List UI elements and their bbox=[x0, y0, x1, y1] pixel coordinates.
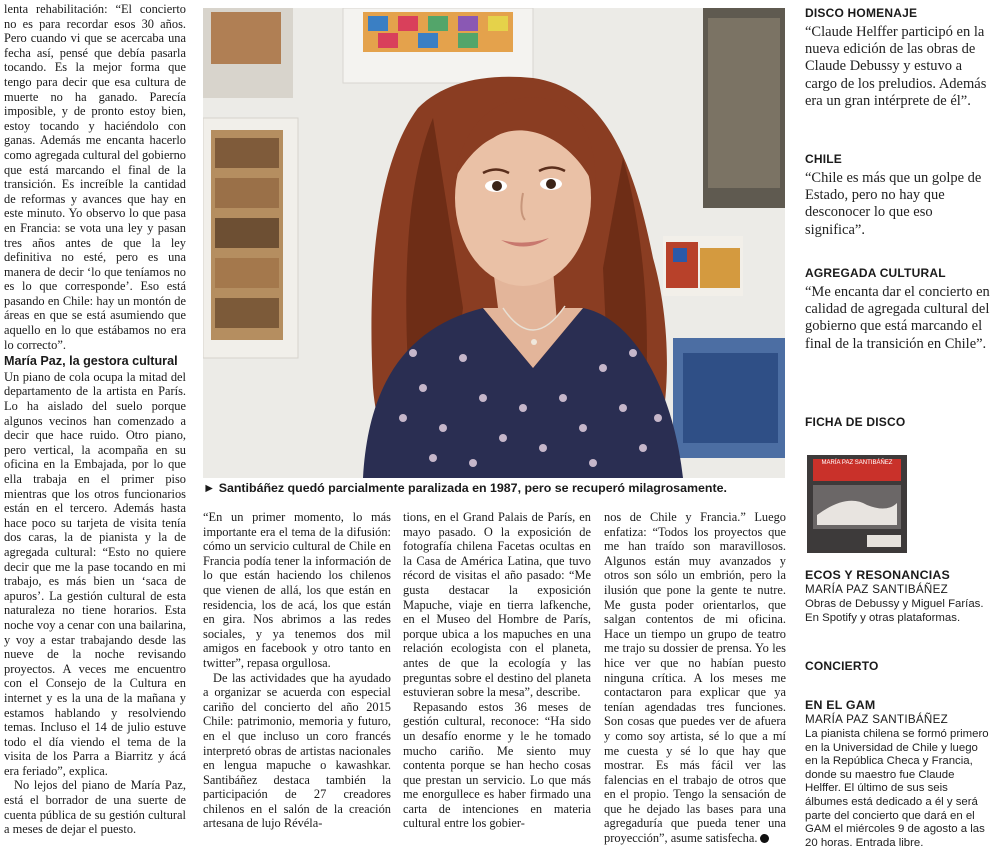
album-cover bbox=[807, 455, 907, 553]
portrait-photo bbox=[203, 8, 785, 478]
portrait-illustration bbox=[203, 8, 785, 478]
article-paragraph: lenta rehabilitación: “El concierto no es para recordar esos 30 años. Pero cuando vi que se acercaba una fecha así, pensé que debía pasarla tocando. Es la mejor forma que tengo para decir que esa cultura de muerte no ha ganado. Parecía imposible, y de pronto estoy bien, estoy tocando y haciéndolo con ganas. Además me encanta hacerlo como agregada cultural del gobierno que está marcando el final de la transición. Es increíble la cantidad de reformas y avances que hay en este minuto. Yo observo lo que pasa en Francia: se vota una ley y pasan tres años antes de que la ley definitiva no esté, pero es una manera de decir ‘lo que teníamos no es lo que corresponde’. Eso está pasando en Chile: hay un montón de áreas en que se está asumiendo que aquello en lo que estábamos no era lo correcto”. bbox=[4, 2, 186, 352]
article-paragraph bbox=[604, 510, 786, 846]
article-paragraph-text: nos de Chile y Francia.” Luego enfatiza: “Todos los proyectos que me han traído son maravillosos. Algunos están muy avanzados y otros son sólo un embrión, pero la ilusión que pone la gente te nutre. Me gusta poder orientarlos, que salgan contentos de mi oficina. Hace un tiempo un grupo de teatro me trajo su dossier de prensa. Yo les hice ver que no habían puesto ninguna crítica. A los meses me contactaron para explicar que ya tenían agendadas tres funciones. Son cosas que puedes ver de afuera y como soy artista, sé lo que a mí me cuesta y sé lo que hay que mostrar. Es más fácil ver las falencias en el trabajo de otros que en el propio. Tengo la sensación de que he dejado las bases para una agregaduría que pueda tener una proyección”, asume satisfecha. bbox=[604, 510, 786, 846]
article-paragraph: Un piano de cola ocupa la mitad del departamento de la artista en París. Lo ha aislado del suelo porque algunos vecinos han comenzado a decir que hace ruido. Otro piano, pero vertical, la acompaña en su oficina en la Embajada, por lo que ella trabaja en el primer piso mientras que los otros funcionarios están en el tercero. Además hasta hace poco su tarjeta de visita tenía dos caras, la de pianista y la de agregada cultural: “Esto no quiere decir que me la pase tocando en mi trabajo, es más bien un ‘saca de apuros’. La gestión cultural de esta naturaleza no tiene horarios. Esta noche voy a cenar con una bailarina, y voy a estar trabajando desde las nueve de la noche revisando proyectos. A veces me encuentro con el Consejo de la Cultura en internet y es la una de la mañana y estamos hablando y resolviendo temas. Incluso el 14 de julio estuve todo el día viendo el tema de la visita de los Parra a Biarritz y ácá era feriado”, explica. bbox=[4, 369, 186, 778]
article-paragraph: tions, en el Grand Palais de París, en mayo pasado. O la exposición de fotografía chilena Facetas ocultas en la Casa de América Latina, que tuvo récord de visitas el año pasado: “Me gusta destacar la exposición Mapuche, viaje en tierra lafkenche, en el Museo del Hombre de París, porque ubica a los mapuches en una relación ecologista con el planeta, antes de que la ecología y las preguntas sobre el destino del planeta estuvieran sobre la mesa”, describe. bbox=[403, 510, 591, 700]
sidebar-quote: “Me encanta dar el concierto en calidad de agregada cultural del gobierno que está marcando el final de la transición en Chile”. bbox=[805, 284, 990, 352]
sidebar-heading: CONCIERTO bbox=[805, 659, 879, 673]
article-paragraph: No lejos del piano de María Paz, está el borrador de una suerte de cuenta pública de su gestión cultural a meses de dejar el puesto. bbox=[4, 778, 186, 837]
quote-box-chile bbox=[805, 152, 991, 239]
section-subheading: María Paz, la gestora cultural bbox=[4, 354, 178, 369]
piano-hands-image bbox=[807, 455, 907, 553]
album-cover-artist: MARÍA PAZ SANTIBÁÑEZ bbox=[821, 460, 893, 466]
concert-artist: MARÍA PAZ SANTIBÁÑEZ bbox=[805, 713, 949, 726]
sidebar-heading: FICHA DE DISCO bbox=[805, 415, 906, 429]
album-description: Obras de Debussy y Miguel Farías. En Spotify y otras plataformas. bbox=[805, 598, 984, 624]
article-column-4 bbox=[604, 510, 786, 846]
article-column-2 bbox=[203, 510, 391, 831]
quote-box-disco bbox=[805, 6, 991, 110]
sidebar-heading: AGREGADA CULTURAL bbox=[805, 266, 946, 280]
article-paragraph: De las actividades que ha ayudado a organizar se acuerda con especial cariño del concierto del año 2015 Chile: patrimonio, memoria y futuro, en el que incluso un coro francés interpretó obras de artistas nacionales en lengua mapuche o kawashkar. Santibáñez destaca también la participación de 27 creadores chilenos en el salón de la creación artesana de lujo Révéla- bbox=[203, 670, 391, 831]
article-column-3 bbox=[403, 510, 591, 831]
concert-description: La pianista chilena se formó primero en la Universidad de Chile y luego en la República Checa y Francia, donde su maestro fue Claude Helffer. El último de sus seis álbumes está dedicado a él y será parte del concierto que dará en el GAM el miércoles 9 de agosto a las 20 horas. Entrada libre. bbox=[805, 728, 989, 849]
article-paragraph: Repasando estos 36 meses de gestión cultural, reconoce: “Ha sido un desafío enorme y le he tomado mucho cariño. Me siento muy contenta porque se han hecho cosas que prestan un servicio. Lo que más me enorgullece es haber firmado una carta de intenciones en materia cultural entre los gobier- bbox=[403, 699, 591, 831]
photo-caption: ► Santibáñez quedó parcialmente paralizada en 1987, pero se recuperó milagrosamente. bbox=[203, 481, 727, 495]
end-of-article-icon bbox=[760, 834, 769, 843]
article-column-1 bbox=[4, 2, 186, 837]
sidebar-heading: DISCO HOMENAJE bbox=[805, 6, 918, 20]
sidebar-quote: “Chile es más que un golpe de Estado, pero no hay que desconocer lo que eso significa”. bbox=[805, 170, 982, 238]
album-artist: MARÍA PAZ SANTIBÁÑEZ bbox=[805, 583, 949, 596]
sidebar-quote: “Claude Helffer participó en la nueva edición de las obras de Claude Debussy y estuvo a cargo de los preludios. Además era un gran intérprete de él”. bbox=[805, 24, 987, 109]
album-title: ECOS Y RESONANCIAS bbox=[805, 568, 950, 582]
quote-box-agregada bbox=[805, 266, 991, 353]
sidebar-heading: CHILE bbox=[805, 152, 842, 166]
article-paragraph: “En un primer momento, lo más importante era el tema de la difusión: cómo un servicio cultural de Chile en Francia podía tener la información de lo que están haciendo los chilenos que vienen de allá, los que están en residencia, los de acá, los que están en gira. Nos abrimos a las redes sociales, y ya tenemos dos mil amigos en facebook y otro tanto en twitter”, repasa orgullosa. bbox=[203, 510, 391, 670]
concert-title: EN EL GAM bbox=[805, 698, 876, 712]
